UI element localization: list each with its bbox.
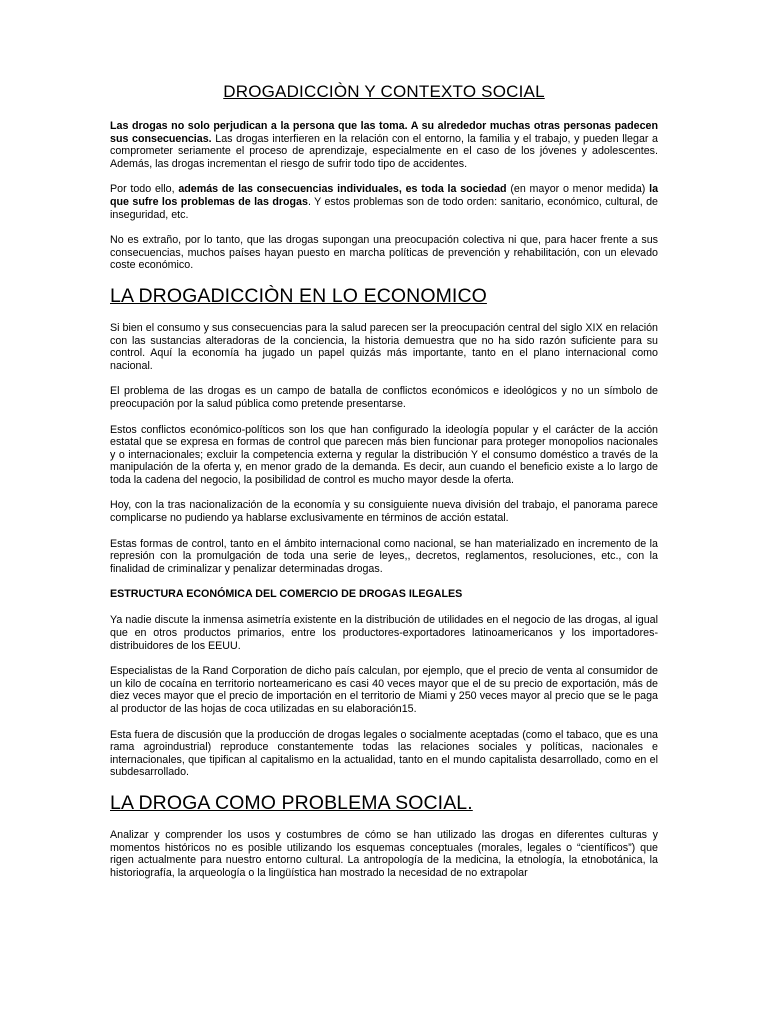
estructura-paragraph: Esta fuera de discusión que la producción de drogas legales o socialmente aceptadas (como el tabaco, que es una rama agroindustrial) reproduce constantemente todas las relaciones sociales y políticas, nacionales e internacionales, que tipifican al capitalismo en la actualidad, tanto en el mundo capitalista desarrollado, como en el subdesarrollado. — [110, 728, 658, 779]
estructura-paragraph: Especialistas de la Rand Corporation de dicho país calculan, por ejemplo, que el precio de venta al consumidor de un kilo de cocaína en territorio norteamericano es casi 40 veces mayor que el de su precio de exportación, más de diez veces mayor que el precio de importación en el territorio de Miami y 250 veces mayor al precio que se le paga al productor de las hojas de coca utilizadas en su elaboración15. — [110, 665, 658, 715]
intro-text: Las drogas interfieren en la relación con el entorno, la familia y el trabajo, y pueden llegar a comprometer seriamente el proceso de aprendizaje, especialmente en el caso de los jóvenes y adolescentes. Además, las drogas incrementan el riesgo de sufrir todo tipo de accidentes. — [110, 132, 658, 170]
intro-bold-text: la que sufre los problemas de las drogas — [110, 183, 659, 208]
social-paragraph: Analizar y comprender los usos y costumbres de cómo se han utilizado las drogas en diferentes culturas y momentos históricos no es posible utilizando los esquemas conceptuales (morales, legales o “científicos”) que rigen actualmente para nuestro entorno cultural. La antropología de la medicina, la etnología, la etnobotánica, la historiografía, la arqueología o la lingüística han mostrado la necesidad de no extrapolar — [110, 828, 658, 879]
intro-paragraph-1 — [110, 120, 658, 170]
intro-text: Por todo ello, — [110, 183, 179, 196]
economico-paragraph: Si bien el consumo y sus consecuencias para la salud parecen ser la preocupación central del siglo XIX en relación con las sustancias alteradoras de la conciencia, la historia demuestra que no ha sido razón suficiente para su control. Aquí la economía ha jugado un papel quizás más importante, tanto en el plano internacional como nacional. — [110, 321, 658, 372]
intro-text: (en mayor o menor medida) — [506, 183, 650, 196]
intro-bold-text: Las drogas no solo perjudican a la persona que las toma. A su alrededor muchas otras personas padecen sus consecuencias. — [110, 120, 658, 145]
economico-paragraph: Estas formas de control, tanto en el ámbito internacional como nacional, se han materializado en incremento de la represión con la promulgación de toda una serie de leyes,, decretos, reglamentos, resoluciones, etc., con la finalidad de criminalizar y penalizar determinadas drogas. — [110, 537, 658, 575]
estructura-paragraph: Ya nadie discute la inmensa asimetría existente en la distribución de utilidades en el negocio de las drogas, al igual que en otros productos primarios, entre los productores-exportadores latinoamericanos y los importadores-distribuidores de los EEUU. — [110, 614, 658, 652]
intro-paragraph-3: No es extraño, por lo tanto, que las drogas supongan una preocupación colectiva ni que, para hacer frente a sus consecuencias, muchos países hayan puesto en marcha políticas de prevención y rehabilitación, con un elevado coste económico. — [110, 234, 658, 272]
section-heading-economico: LA DROGADICCIÒN EN LO ECONOMICO — [110, 284, 487, 307]
intro-paragraph-2 — [110, 183, 658, 221]
intro-bold-text: además de las consecuencias individuales, es toda la sociedad — [178, 183, 507, 196]
economico-paragraph: Hoy, con la tras nacionalización de la economía y su consiguiente nueva división del trabajo, el panorama parece complicarse no pudiendo ya hablarse exclusivamente en términos de acción estatal. — [110, 499, 658, 525]
intro-text: . Y estos problemas son de todo orden: sanitario, económico, cultural, de inseguridad, etc. — [110, 195, 658, 221]
section-heading-estructura: ESTRUCTURA ECONÓMICA DEL COMERCIO DE DROGAS ILEGALES — [110, 588, 463, 601]
economico-paragraph: Estos conflictos económico-políticos son los que han configurado la ideología popular y el carácter de la acción estatal que se expresa en formas de control que parecen más bien funcionar para proteger monopolios nacionales y o internacionales; excluir la competencia externa y regular la distribución Y el consumo doméstico a través de la manipulación de la oferta y, en menor grado de la demanda. Es decir, aun cuando el beneficio existe a lo largo de toda la cadena del negocio, la posibilidad de control es mucho mayor desde la oferta. — [110, 423, 658, 486]
document-title: DROGADICCIÒN Y CONTEXTO SOCIAL — [223, 82, 545, 101]
economico-paragraph: El problema de las drogas es un campo de batalla de conflictos económicos e ideológicos y no un símbolo de preocupación por la salud pública como pretende presentarse. — [110, 385, 658, 410]
section-heading-social: LA DROGA COMO PROBLEMA SOCIAL. — [110, 791, 473, 814]
